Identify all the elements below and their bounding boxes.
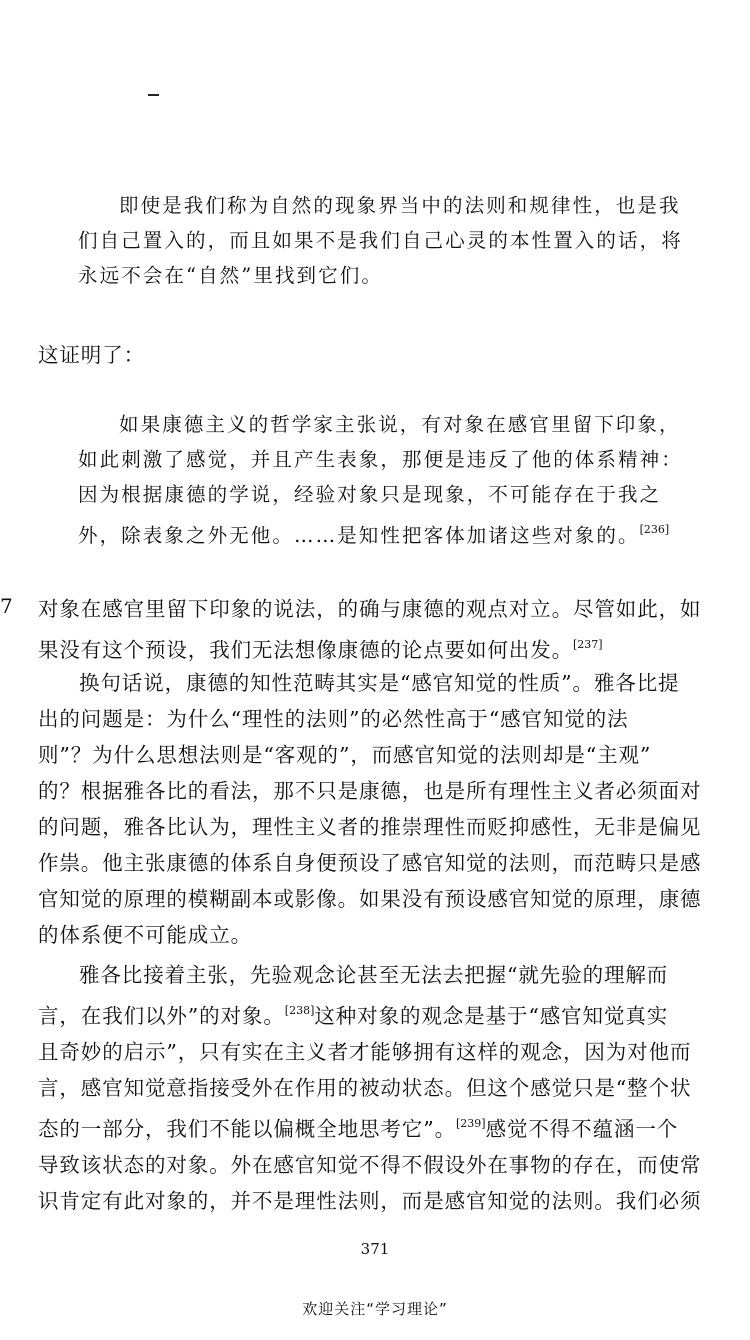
paragraph-line: 导致该状态的对象。外在感官知觉不得不假设外在事物的存在，而使常: [38, 1153, 702, 1177]
paragraph-line: 且奇妙的启示”，只有实在主义者才能够拥有这样的观念，因为对他而: [38, 1040, 692, 1064]
quote-line: 们自己置入的，而且如果不是我们自己心灵的本性置入的话，将: [78, 229, 683, 252]
paragraph-text: 言，在我们以外”的对象。: [38, 1004, 285, 1028]
paragraph-1: [38, 591, 702, 668]
paragraph-line: 对象在感官里留下印象的说法，的确与康德的观点对立。尽管如此，如: [38, 597, 702, 621]
footnote-marker: [237]: [573, 638, 603, 651]
footnote-marker: [239]: [455, 1117, 486, 1130]
paragraph-line: [38, 993, 668, 1034]
footer-note: 欢迎关注“学习理论”: [302, 1300, 448, 1318]
paragraph-line: [38, 1106, 679, 1147]
paragraph-line: 言，感官知觉意指接受外在作用的被动状态。但这个感觉只是“整个状: [38, 1076, 692, 1100]
quote-line: 如此刺激了感觉，并且产生表象，那便是违反了他的体系精神：: [78, 448, 683, 471]
paragraph-text: 感觉不得不蕴涵一个: [485, 1117, 679, 1141]
paragraph-line: 作祟。他主张康德的体系自身便预设了感官知觉的法则，而范畴只是感: [38, 851, 702, 875]
quote-line: 永远不会在“自然”里找到它们。: [78, 264, 383, 287]
footnote-marker: [238]: [284, 1004, 315, 1017]
quote-line: [78, 512, 683, 553]
quote-line: 即使是我们称为自然的现象界当中的法则和规律性，也是我: [119, 194, 681, 217]
paragraph-line: 的体系便不可能成立。: [38, 923, 252, 947]
dash-mark: [148, 94, 159, 96]
page-number: 371: [360, 1240, 390, 1258]
block-quote-1: [78, 188, 683, 293]
paragraph-line: 出的问题是：为什么“理性的法则”的必然性高于“感官知觉的法: [38, 707, 629, 731]
paragraph-line: [38, 627, 668, 668]
quote-line: 如果康德主义的哲学家主张说，有对象在感官里留下印象，: [119, 413, 681, 436]
quote-line: 因为根据康德的学说，经验对象只是现象，不可能存在于我之: [78, 483, 662, 506]
paragraph-line: 官知觉的原理的模糊副本或影像。如果没有预设感官知觉的原理，康德: [38, 887, 702, 911]
paragraph-3: [38, 957, 702, 1219]
margin-number: 7: [0, 594, 13, 618]
paragraph-text: 这种对象的观念是基于“感官知觉真实: [314, 1004, 669, 1028]
paragraph-line: 识肯定有此对象的，并不是理性法则，而是感官知觉的法则。我们必须: [38, 1189, 702, 1213]
paragraph-line: 则”？为什么思想法则是“客观的”，而感官知觉的法则却是“主观”: [38, 743, 652, 767]
paragraph-line: 的问题，雅各比认为，理性主义者的推崇理性而贬抑感性，无非是偏见: [38, 815, 702, 839]
footnote-marker: [236]: [639, 523, 670, 536]
paragraph-text: 果没有这个预设，我们无法想像康德的论点要如何出发。: [38, 638, 573, 662]
quote-text: 外，除表象之外无他。……是知性把客体加诸这些对象的。: [78, 524, 640, 547]
paragraph-line: 换句话说，康德的知性范畴其实是“感官知觉的性质”。雅各比提: [79, 671, 680, 695]
paragraph-line: 的？根据雅各比的看法，那不只是康德，也是所有理性主义者必须面对: [38, 779, 702, 803]
paragraph-text: 态的一部分，我们不能以偏概全地思考它”。: [38, 1117, 456, 1141]
paragraph-line: 雅各比接着主张，先验观念论甚至无法去把握“就先验的理解而: [79, 963, 669, 987]
intro-text: 这证明了：: [38, 343, 145, 367]
paragraph-2: [38, 665, 702, 953]
block-quote-2: [78, 407, 683, 553]
